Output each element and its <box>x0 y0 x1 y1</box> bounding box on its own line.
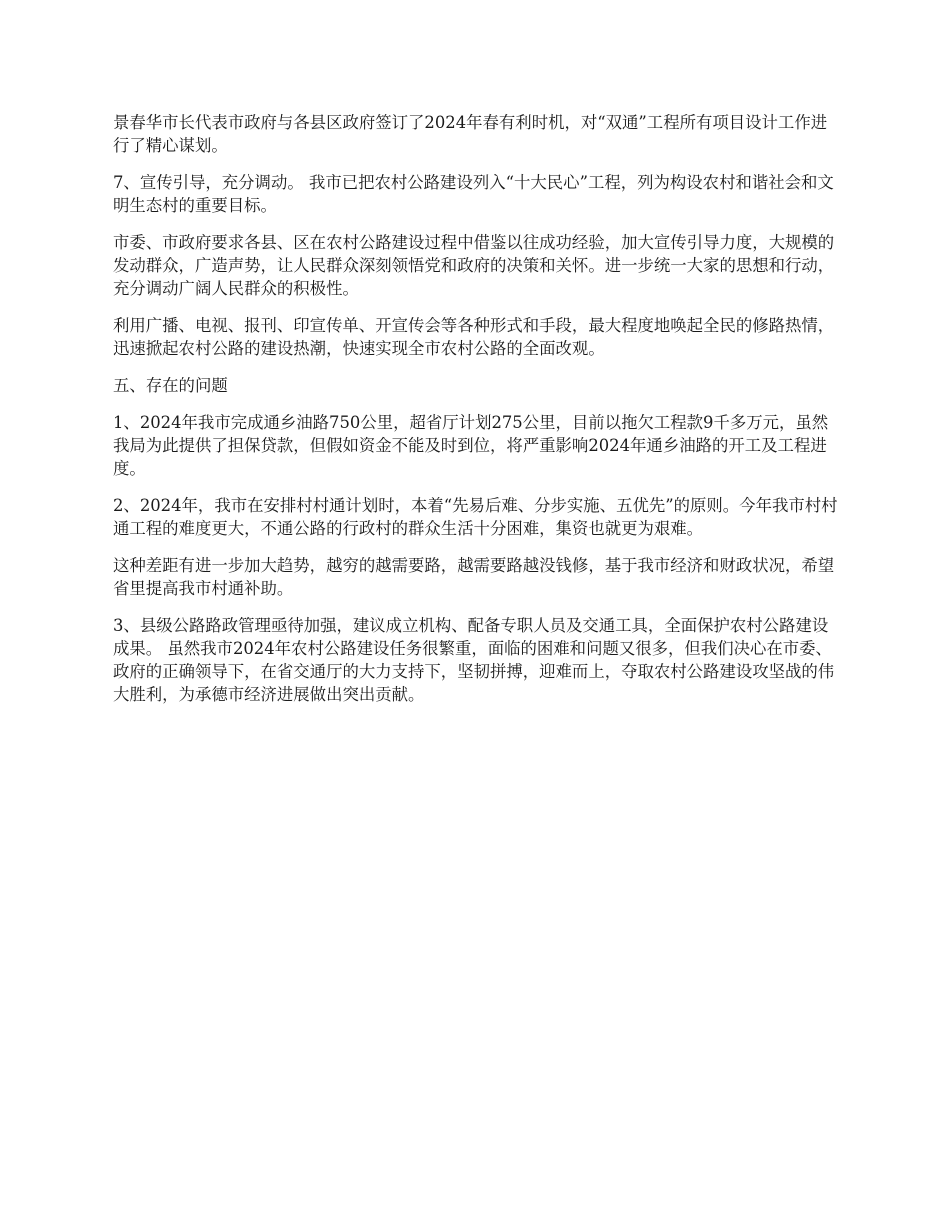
paragraph-problem-2: 2、2024年，我市在安排村村通计划时，本着“先易后难、分步实施、五优先”的原则。今年我市村村通工程的难度更大，不通公路的行政村的群众生活十分困难，集资也就更为艰难。 <box>113 496 838 538</box>
section-heading-problems: 五、存在的问题 <box>113 376 228 395</box>
paragraph-mobilization: 市委、市政府要求各县、区在农村公路建设过程中借鉴以往成功经验，加大宣传引导力度，大规模的发动群众，广造声势，让人民群众深刻领悟党和政府的决策和关怀。进一步统一大家的思想和行动，充分调动广阔人民群众的积极性。 <box>113 233 835 298</box>
paragraph-media-campaign: 利用广播、电视、报刊、印宣传单、开宣传会等各种形式和手段，最大程度地唤起全民的修路热情，迅速掀起农村公路的建设热潮，快速实现全市农村公路的全面改观。 <box>113 316 835 358</box>
paragraph-planning: 景春华市长代表市政府与各县区政府签订了2024年春有利时机，对“双通”工程所有项目设计工作进行了精心谋划。 <box>113 113 828 155</box>
paragraph-problem-1: 1、2024年我市完成通乡油路750公里，超省厅计划275公里，目前以拖欠工程款9千多万元，虽然我局为此提供了担保贷款，但假如资金不能及时到位，将严重影响2024年通乡油路的开工及工程进度。 <box>113 413 829 478</box>
paragraph-problem-3: 3、县级公路路政管理亟待加强，建议成立机构、配备专职人员及交通工具，全面保护农村公路建设成果。 虽然我市2024年农村公路建设任务很繁重，面临的困难和问题又很多，但我们决心在市委、政府的正确领导下，在省交通厅的大力支持下，坚韧拼搏，迎难而上，夺取农村公路建设攻坚战的伟大胜利，为承德市经济进展做出突出贡献。 <box>113 616 835 704</box>
paragraph-publicity-item-7: 7、宣传引导，充分调动。 我市已把农村公路建设列入“十大民心”工程，列为构设农村和谐社会和文明生态村的重要目标。 <box>113 173 834 215</box>
paragraph-gap-trend: 这种差距有进一步加大趋势，越穷的越需要路，越需要路越没钱修，基于我市经济和财政状况，希望省里提高我市村通补助。 <box>113 556 835 598</box>
document-body <box>113 111 841 720</box>
